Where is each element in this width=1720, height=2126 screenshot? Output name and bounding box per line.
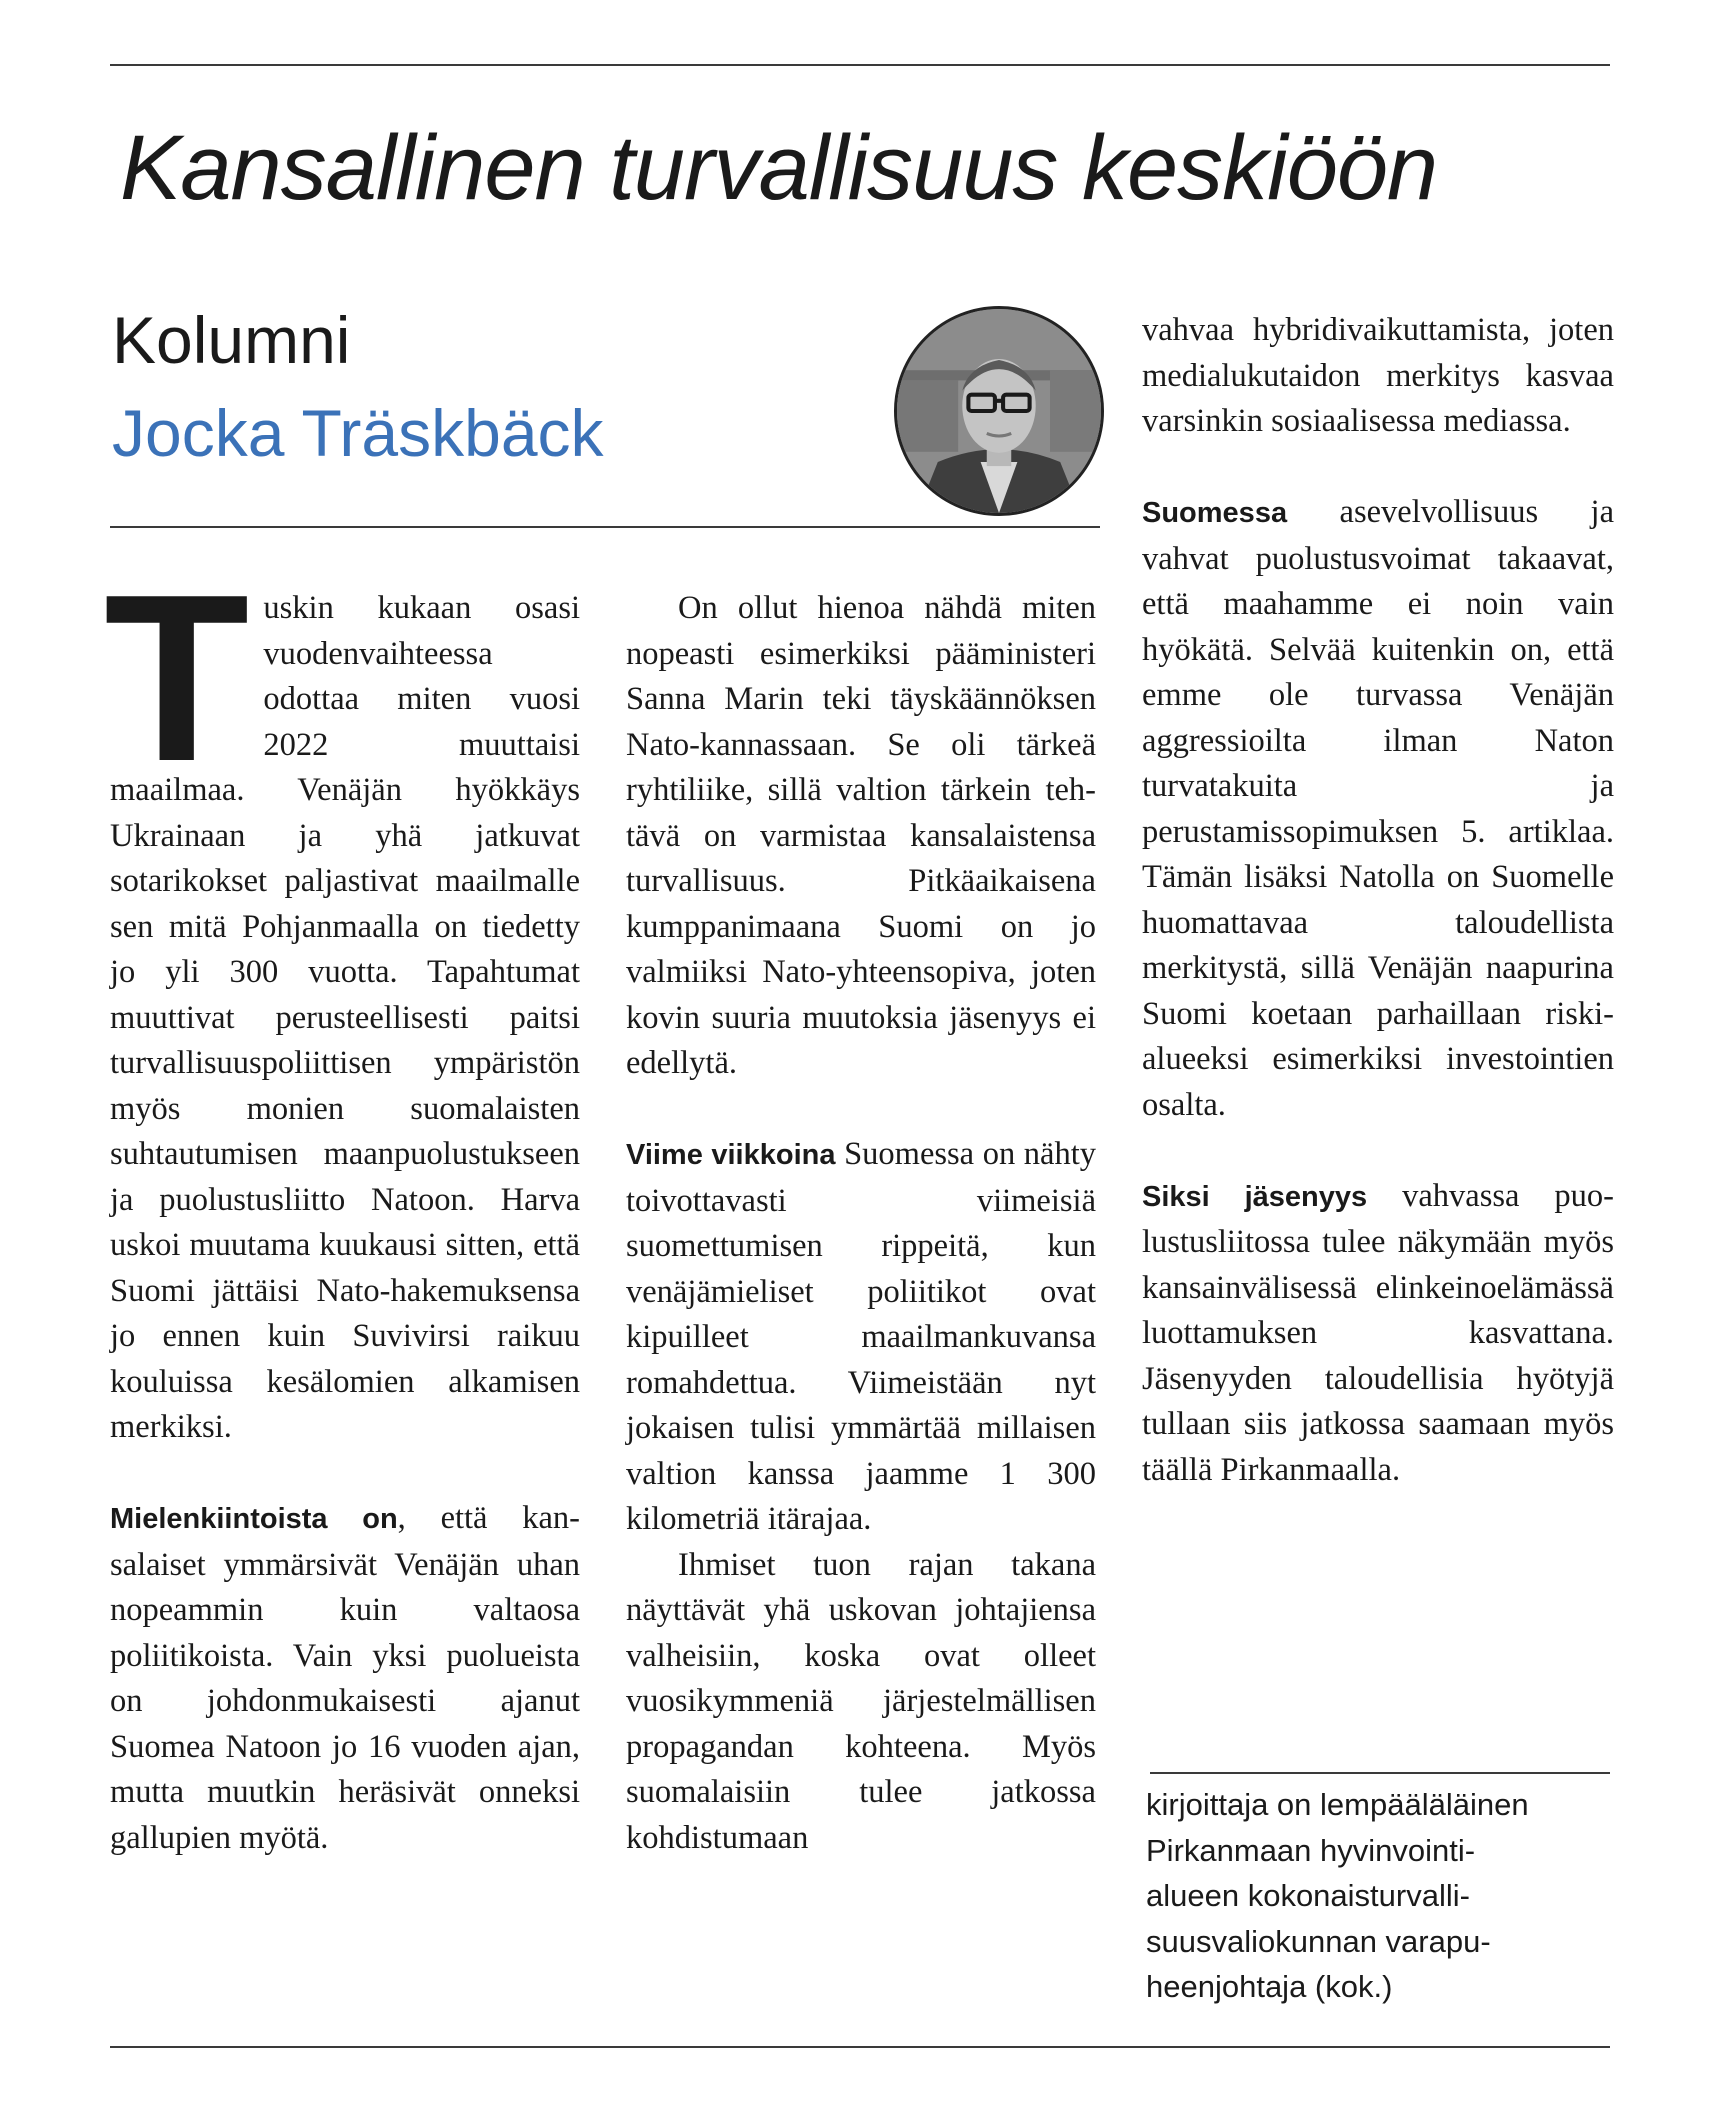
bio-rule bbox=[1150, 1772, 1610, 1774]
bottom-rule bbox=[110, 2046, 1610, 2048]
column-kicker: Kolumni bbox=[112, 303, 351, 377]
bio-line: alueen kokonaisturvalli- bbox=[1146, 1878, 1470, 1913]
paragraph bbox=[1142, 490, 1614, 1128]
paragraph: On ollut hienoa nähdä miten nopeasti esimerkiksi pääministeri Sanna Marin teki täyskäännöksen Nato-kannassaan. Se oli tärkeä ryhtiliike, sillä valtion tärkein tehtävä on varmistaa kansalaistensa turvallisuus. Pitkäaikaisena kumppanimaana Suomi on jo valmiiksi Nato-yhteensopiva, joten kovin suuria muutoksia jäsenyys ei edellytä. bbox=[626, 590, 1096, 1081]
paragraph-text: vahvassa puolustusliitossa tulee näkymään myös kansainvälisessä elinkeinoelämässä luottamuksen kasvattana. Jäsenyyden taloudellisia hyötyjä tullaan siis jatkossa saamaan myös täällä Pirkanmaalla. bbox=[1142, 1177, 1614, 1488]
paragraph bbox=[110, 1496, 580, 1861]
drop-cap: T bbox=[104, 546, 250, 811]
author-portrait bbox=[894, 306, 1104, 516]
column-3 bbox=[1142, 308, 1614, 1493]
paragraph-text: , että kansalaiset ymmärsivät Venäjän uhan nopeammin kuin valtaosa poliitikoista. Vain yksi puolueista on johdonmukaisesti ajanut Suomea Natoon jo 16 vuoden ajan, mutta muutkin heräsivät onneksi gallupien myötä. bbox=[110, 1500, 580, 1856]
paragraph-text: Suomessa on nähty toivottavasti viimeisiä suomettumisen rippeitä, kun venäjämieliset poliitikot ovat kipuilleet maailmankuvansa romahdettua. Viimeistään nyt jokaisen tulisi ymmärtää millaisen valtion kanssa jaamme 1 300 kilometriä itärajaa. bbox=[626, 1136, 1096, 1537]
article-headline: Kansallinen turvallisuus keskiöön bbox=[120, 117, 1438, 219]
lead-in: Siksi jäsenyys bbox=[1142, 1180, 1368, 1213]
lead-in: Viime viikkoina bbox=[626, 1139, 836, 1171]
paragraph bbox=[104, 546, 580, 1451]
author-bio bbox=[1146, 1782, 1616, 2010]
bio-line: kirjoittaja on lempääläläinen bbox=[1146, 1787, 1529, 1822]
header-rule bbox=[110, 526, 1100, 528]
paragraph bbox=[1142, 1174, 1614, 1494]
bio-line: suusvaliokunnan varapu- bbox=[1146, 1923, 1491, 1959]
bio-line: heenjohtaja (kok.) bbox=[1146, 1969, 1393, 2004]
bio-line: Pirkanmaan hyvinvointi- bbox=[1146, 1832, 1476, 1868]
author-name: Jocka Träskbäck bbox=[112, 396, 604, 470]
lead-in: Suomessa bbox=[1142, 497, 1288, 529]
paragraph: Ihmiset tuon rajan takana näyttävät yhä uskovan johtajiensa valheisiin, koska ovat olleet vuosikymmeniä järjestelmällisen propagandan kohteena. Myös suomalaisiin tulee jatkossa kohdistumaan bbox=[626, 1546, 1096, 1856]
top-rule bbox=[110, 64, 1610, 66]
lead-in: Mielenkiintoista on bbox=[110, 1503, 398, 1535]
paragraph bbox=[626, 1132, 1096, 1543]
paragraph: vahvaa hybridivaikuttamista, joten medialukutaidon merkitys kasvaa varsinkin sosiaalisessa mediassa. bbox=[1142, 312, 1614, 439]
column-2 bbox=[626, 586, 1096, 1861]
paragraph-text: uskin kukaan osasi vuodenvaihteessa odottaa miten vuosi 2022 muuttaisi maailmaa. Venäjän hyökkäys Ukrainaan ja yhä jatkuvat sotarikokset paljastivat maailmalle sen mitä Pohjanmaalla on tiedetty jo yli 300 vuotta. Tapahtumat muuttivat perusteellisesti paitsi turvallisuuspoliittisen ympäristön myös monien suomalaisten suhtautumisen maanpuolustukseen ja puolustusliitto Natoon. Harva uskoi muutama kuukausi sitten, että Suomi jättäisi Nato-hakemuksensa jo ennen kuin Suvivirsi raikuu kouluissa kesälomien alkamisen merkiksi. bbox=[110, 590, 580, 1445]
column-1 bbox=[104, 546, 580, 1861]
paragraph-text: asevelvollisuus ja vahvat puolustusvoimat takaavat, että maahamme ei noin vain hyökätä. Selvää kuitenkin on, että emme ole turvassa Venäjän aggressioilta ilman Naton turvatakuita ja perustamissopimuksen 5. artiklaa. Tämän lisäksi Natolla on Suomelle huomattavaa taloudellista merkitystä, sillä Venäjän naapurina Suomi koetaan parhaillaan riskialueeksi esimerkiksi investointien osalta. bbox=[1142, 494, 1614, 1123]
